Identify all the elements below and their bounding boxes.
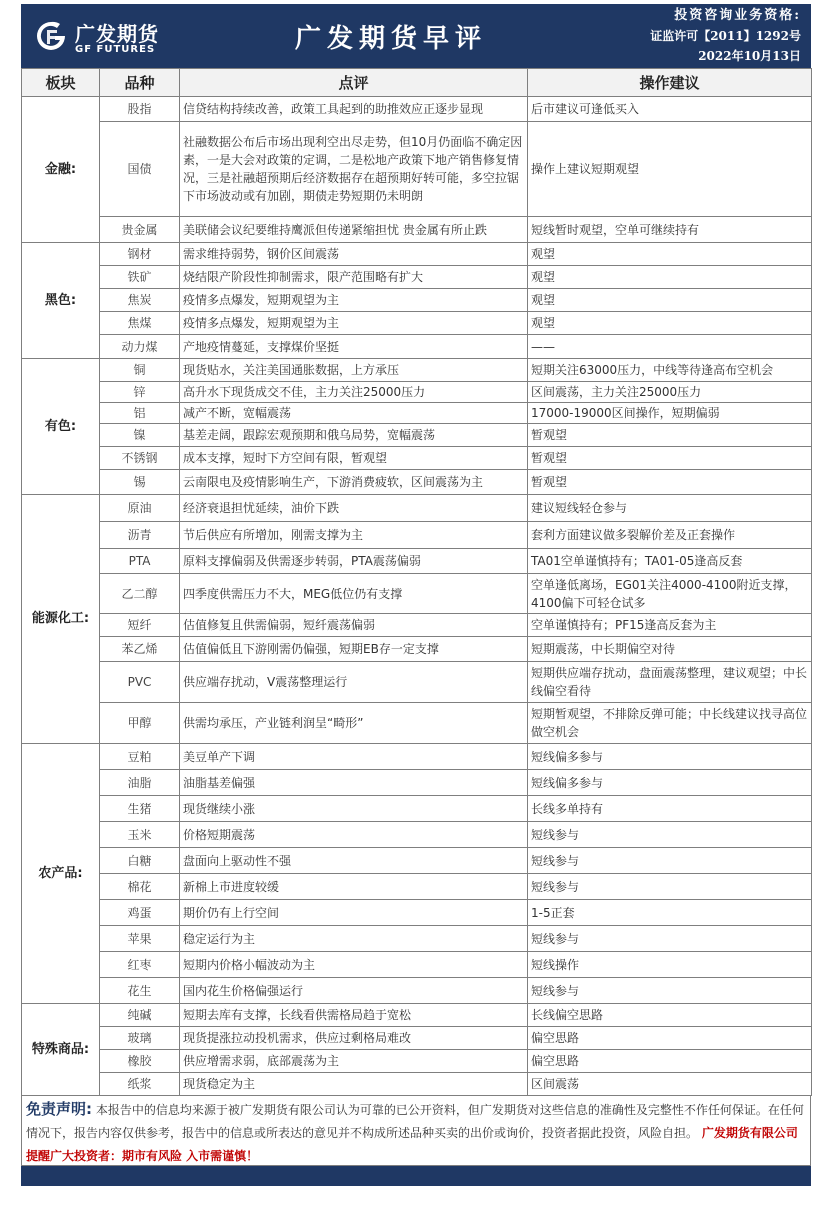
advice-cell: 后市建议可逢低买入: [528, 97, 812, 122]
variety-cell: 锡: [100, 470, 180, 495]
report-page: [21, 4, 811, 1186]
disclaimer-title: 免责声明:: [26, 1100, 92, 1118]
variety-cell: 钢材: [100, 243, 180, 266]
table-row: [22, 796, 812, 822]
advice-cell: 长线偏空思路: [528, 1004, 812, 1027]
variety-cell: 焦煤: [100, 312, 180, 335]
comment-cell: 信贷结构持续改善，政策工具起到的助推效应正逐步显现: [180, 97, 528, 122]
advice-cell: 暂观望: [528, 447, 812, 470]
table-row: [22, 574, 812, 614]
variety-cell: 棉花: [100, 874, 180, 900]
variety-cell: 甲醇: [100, 703, 180, 744]
table-row: [22, 952, 812, 978]
comment-cell: 原料支撑偏弱及供需逐步转弱，PTA震荡偏弱: [180, 549, 528, 574]
comment-cell: 盘面向上驱动性不强: [180, 848, 528, 874]
comment-cell: 美豆单产下调: [180, 744, 528, 770]
sector-cell: 金融:: [22, 97, 100, 243]
table-row: [22, 243, 812, 266]
header-variety: 品种: [100, 69, 180, 97]
variety-cell: 纯碱: [100, 1004, 180, 1027]
comment-cell: 云南限电及疫情影响生产，下游消费疲软，区间震荡为主: [180, 470, 528, 495]
table-row: [22, 359, 812, 382]
report-date: 2022年10月13日: [698, 49, 801, 63]
variety-cell: 短纤: [100, 614, 180, 637]
comment-cell: 经济衰退担忧延续，油价下跌: [180, 495, 528, 522]
comment-cell: 基差走阔，跟踪宏观预期和俄乌局势，宽幅震荡: [180, 424, 528, 447]
comment-cell: 现货稳定为主: [180, 1073, 528, 1096]
advice-cell: 观望: [528, 289, 812, 312]
comment-cell: 社融数据公布后市场出现利空出尽走势，但10月仍面临不确定因素，一是大会对政策的定调，二是松地产政策下地产销售修复情况，三是社融超预期后经济数据存在超预期好转可能，多空拉锯下市场波动或有加剧，期债走势短期仍未明朗: [180, 122, 528, 217]
table-row: [22, 97, 812, 122]
table-row: [22, 289, 812, 312]
report-title: 广发期货早评: [294, 24, 487, 54]
comment-cell: 现货提涨拉动投机需求，供应过剩格局难改: [180, 1027, 528, 1050]
comment-cell: 国内花生价格偏强运行: [180, 978, 528, 1004]
comment-cell: 短期内价格小幅波动为主: [180, 952, 528, 978]
table-row: [22, 522, 812, 549]
comment-cell: 节后供应有所增加，刚需支撑为主: [180, 522, 528, 549]
table-row: [22, 470, 812, 495]
comment-cell: 烧结限产阶段性抑制需求，限产范围略有扩大: [180, 266, 528, 289]
variety-cell: 沥青: [100, 522, 180, 549]
table-row: [22, 447, 812, 470]
table-row: [22, 770, 812, 796]
gf-logo-icon: [33, 18, 69, 54]
comment-cell: 需求维持弱势，钢价区间震荡: [180, 243, 528, 266]
variety-cell: 白糖: [100, 848, 180, 874]
advice-cell: 短线参与: [528, 848, 812, 874]
table-row: [22, 848, 812, 874]
advice-cell: 短期震荡，中长期偏空对待: [528, 637, 812, 662]
variety-cell: 油脂: [100, 770, 180, 796]
advice-cell: 短线参与: [528, 978, 812, 1004]
advice-cell: 区间震荡，主力关注25000压力: [528, 382, 812, 403]
advice-cell: 17000-19000区间操作，短期偏弱: [528, 403, 812, 424]
advice-cell: 短线暂时观望，空单可继续持有: [528, 217, 812, 243]
advice-cell: 暂观望: [528, 424, 812, 447]
table-row: [22, 403, 812, 424]
advice-cell: 短线操作: [528, 952, 812, 978]
advice-cell: 区间震荡: [528, 1073, 812, 1096]
comment-cell: 美联储会议纪要维持鹰派但传递紧缩担忧 贵金属有所止跌: [180, 217, 528, 243]
advice-cell: 1-5正套: [528, 900, 812, 926]
table-row: [22, 382, 812, 403]
advice-cell: 偏空思路: [528, 1050, 812, 1073]
comment-cell: 估值偏低且下游刚需仍偏强，短期EB存一定支撑: [180, 637, 528, 662]
comment-cell: 疫情多点爆发，短期观望为主: [180, 289, 528, 312]
advice-cell: 短期暂观望，不排除反弹可能；中长线建议找寻高位做空机会: [528, 703, 812, 744]
advice-cell: 短线参与: [528, 822, 812, 848]
report-header: [21, 4, 811, 68]
variety-cell: 乙二醇: [100, 574, 180, 614]
sector-cell: 黑色:: [22, 243, 100, 359]
variety-cell: 铝: [100, 403, 180, 424]
variety-cell: 国债: [100, 122, 180, 217]
comment-cell: 供需均承压，产业链利润呈“畸形”: [180, 703, 528, 744]
table-row: [22, 900, 812, 926]
comment-cell: 供应端存扰动，V震荡整理运行: [180, 662, 528, 703]
sector-cell: 能源化工:: [22, 495, 100, 744]
table-row: [22, 637, 812, 662]
table-row: [22, 1073, 812, 1096]
table-row: [22, 1027, 812, 1050]
disclaimer: [21, 1096, 811, 1166]
qualification-block: [650, 6, 801, 66]
table-row: [22, 662, 812, 703]
advice-cell: 空单逢低离场，EG01关注4000-4100附近支撑，4100偏下可轻仓试多: [528, 574, 812, 614]
variety-cell: 锌: [100, 382, 180, 403]
table-row: [22, 1050, 812, 1073]
sector-cell: 有色:: [22, 359, 100, 495]
advice-cell: 观望: [528, 243, 812, 266]
variety-cell: PVC: [100, 662, 180, 703]
comment-cell: 疫情多点爆发，短期观望为主: [180, 312, 528, 335]
advice-cell: 短期关注63000压力，中线等待逢高布空机会: [528, 359, 812, 382]
advice-cell: 短期供应端存扰动，盘面震荡整理，建议观望；中长线偏空看待: [528, 662, 812, 703]
comment-cell: 供应增需求弱，底部震荡为主: [180, 1050, 528, 1073]
comment-cell: 四季度供需压力不大，MEG低位仍有支撑: [180, 574, 528, 614]
advice-cell: 暂观望: [528, 470, 812, 495]
table-body: [22, 97, 812, 1096]
disclaimer-body: 本报告中的信息均来源于被广发期货有限公司认为可靠的已公开资料，但广发期货对这些信息的准确性及完整性不作任何保证。在任何情况下，报告内容仅供参考，报告中的信息或所表达的意见并不构成所述品种买卖的出价或询价，投资者据此投资，风险自担。: [26, 1103, 804, 1140]
table-row: [22, 614, 812, 637]
header-sector: 板块: [22, 69, 100, 97]
comment-cell: 成本支撑，短时下方空间有限，暂观望: [180, 447, 528, 470]
advice-cell: 建议短线轻仓参与: [528, 495, 812, 522]
table-row: [22, 335, 812, 359]
table-row: [22, 744, 812, 770]
variety-cell: 豆粕: [100, 744, 180, 770]
table-row: [22, 312, 812, 335]
advice-cell: 短线偏多参与: [528, 744, 812, 770]
advice-cell: 空单谨慎持有；PF15逢高反套为主: [528, 614, 812, 637]
comment-cell: 现货继续小涨: [180, 796, 528, 822]
header-comment: 点评: [180, 69, 528, 97]
table-row: [22, 822, 812, 848]
risk-warning: 广发期货有限公司提醒广大投资者：期市有风险 入市需谨慎！: [26, 1126, 798, 1163]
variety-cell: 玉米: [100, 822, 180, 848]
table-row: [22, 122, 812, 217]
logo-english-name: GF FUTURES: [75, 44, 156, 55]
table-row: [22, 1004, 812, 1027]
variety-cell: PTA: [100, 549, 180, 574]
table-row: [22, 266, 812, 289]
advice-cell: 偏空思路: [528, 1027, 812, 1050]
comment-cell: 高升水下现货成交不佳，主力关注25000压力: [180, 382, 528, 403]
advice-cell: 长线多单持有: [528, 796, 812, 822]
advice-cell: 套利方面建议做多裂解价差及正套操作: [528, 522, 812, 549]
advice-cell: 短线参与: [528, 874, 812, 900]
commentary-table: [21, 68, 812, 1096]
advice-cell: TA01空单谨慎持有；TA01-05逢高反套: [528, 549, 812, 574]
variety-cell: 铁矿: [100, 266, 180, 289]
table-row: [22, 926, 812, 952]
advice-cell: 短线偏多参与: [528, 770, 812, 796]
variety-cell: 鸡蛋: [100, 900, 180, 926]
table-row: [22, 703, 812, 744]
variety-cell: 纸浆: [100, 1073, 180, 1096]
variety-cell: 生猪: [100, 796, 180, 822]
variety-cell: 原油: [100, 495, 180, 522]
footer-bar: [21, 1166, 811, 1186]
variety-cell: 不锈钢: [100, 447, 180, 470]
table-row: [22, 217, 812, 243]
advice-cell: 观望: [528, 266, 812, 289]
table-row: [22, 495, 812, 522]
variety-cell: 橡胶: [100, 1050, 180, 1073]
variety-cell: 花生: [100, 978, 180, 1004]
variety-cell: 焦炭: [100, 289, 180, 312]
variety-cell: 铜: [100, 359, 180, 382]
table-row: [22, 874, 812, 900]
comment-cell: 现货贴水，关注美国通胀数据，上方承压: [180, 359, 528, 382]
variety-cell: 玻璃: [100, 1027, 180, 1050]
comment-cell: 期价仍有上行空间: [180, 900, 528, 926]
variety-cell: 贵金属: [100, 217, 180, 243]
variety-cell: 镍: [100, 424, 180, 447]
sector-cell: 特殊商品:: [22, 1004, 100, 1096]
variety-cell: 股指: [100, 97, 180, 122]
variety-cell: 红枣: [100, 952, 180, 978]
variety-cell: 苯乙烯: [100, 637, 180, 662]
table-row: [22, 978, 812, 1004]
comment-cell: 产地疫情蔓延，支撑煤价坚挺: [180, 335, 528, 359]
comment-cell: 稳定运行为主: [180, 926, 528, 952]
comment-cell: 短期去库有支撑，长线看供需格局趋于宽松: [180, 1004, 528, 1027]
advice-cell: 观望: [528, 312, 812, 335]
comment-cell: 油脂基差偏强: [180, 770, 528, 796]
company-logo: [33, 14, 173, 58]
qualification-label: 投资咨询业务资格:: [674, 8, 801, 23]
license-number: 证监许可【2011】1292号: [650, 29, 801, 43]
table-row: [22, 549, 812, 574]
variety-cell: 苹果: [100, 926, 180, 952]
table-row: [22, 424, 812, 447]
comment-cell: 价格短期震荡: [180, 822, 528, 848]
header-advice: 操作建议: [528, 69, 812, 97]
advice-cell: ——: [528, 335, 812, 359]
advice-cell: 操作上建议短期观望: [528, 122, 812, 217]
comment-cell: 新棉上市进度较缓: [180, 874, 528, 900]
comment-cell: 估值修复且供需偏弱，短纤震荡偏弱: [180, 614, 528, 637]
variety-cell: 动力煤: [100, 335, 180, 359]
advice-cell: 短线参与: [528, 926, 812, 952]
comment-cell: 减产不断，宽幅震荡: [180, 403, 528, 424]
logo-chinese-name: 广发期货: [75, 22, 159, 46]
sector-cell: 农产品:: [22, 744, 100, 1004]
